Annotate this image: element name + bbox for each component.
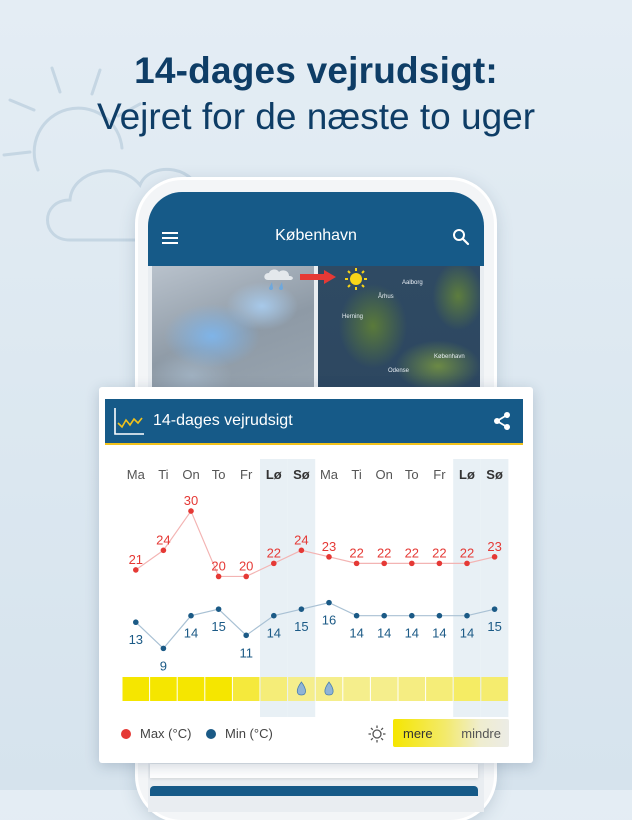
map-comparison (152, 266, 480, 406)
map-label: København (434, 354, 465, 360)
min-temp-point (409, 613, 415, 619)
map-label: Herning (342, 314, 364, 320)
scale-less-label: mindre (461, 726, 501, 741)
card-title: 14-dages vejrudsigt (153, 412, 293, 429)
max-temp-point (437, 561, 443, 567)
max-legend-label: Max (°C) (140, 726, 192, 741)
max-temp-label: 20 (211, 558, 226, 574)
day-label: Ti (351, 467, 362, 482)
day-label: Lø (459, 467, 475, 482)
min-temp-label: 11 (239, 645, 253, 661)
max-temp-point (133, 567, 139, 573)
max-temp-label: 22 (459, 545, 475, 561)
max-temp-point (216, 574, 222, 580)
min-temp-point (299, 606, 305, 612)
map-label: Århus (378, 294, 394, 300)
min-temp-point (464, 613, 470, 619)
sunshine-cell (426, 677, 453, 701)
day-label: Ti (158, 467, 169, 482)
app-bar (148, 192, 484, 266)
sunshine-cell (178, 677, 205, 701)
min-temp-label: 14 (376, 625, 392, 641)
min-temp-label: 15 (487, 619, 502, 635)
max-temp-label: 22 (349, 545, 364, 561)
max-temp-point (354, 561, 360, 567)
max-temp-label: 22 (404, 545, 420, 561)
min-temp-label: 14 (266, 625, 282, 641)
sunshine-cell (454, 677, 481, 701)
sunshine-cell (123, 677, 150, 701)
min-temp-label: 14 (459, 625, 475, 641)
day-label: On (182, 467, 200, 482)
max-temp-label: 30 (183, 493, 199, 509)
min-temp-label: 15 (294, 619, 309, 635)
day-label: Lø (265, 467, 282, 482)
sun-icon (342, 268, 370, 292)
day-label: Fr (240, 467, 253, 482)
max-temp-label: 24 (294, 532, 309, 548)
day-label: Sø (486, 467, 503, 482)
max-temp-point (409, 561, 415, 567)
next-card-header-peek (150, 786, 478, 796)
max-temp-point (492, 554, 498, 560)
sun-outline-icon (368, 725, 386, 743)
sunshine-cell (261, 677, 288, 701)
max-temp-label: 24 (156, 532, 171, 548)
day-label: Fr (433, 467, 446, 482)
rain-cloud-icon (260, 268, 302, 290)
max-temp-point (326, 554, 332, 560)
max-temp-point (381, 561, 387, 567)
sunshine-cell (150, 677, 177, 701)
search-icon[interactable] (452, 228, 470, 246)
max-temp-point (464, 561, 470, 567)
max-temp-point (188, 508, 194, 514)
max-temp-label: 22 (376, 545, 392, 561)
map-label: Aalborg (402, 280, 423, 286)
min-temp-point (161, 646, 167, 652)
sunshine-scale (393, 719, 509, 747)
min-temp-point (133, 619, 139, 625)
min-temp-point (243, 633, 249, 639)
min-temp-point (437, 613, 443, 619)
day-label: Ma (319, 467, 339, 482)
min-temp-label: 14 (404, 625, 420, 641)
min-temp-point (354, 613, 360, 619)
min-temp-label: 9 (159, 658, 168, 674)
day-label: To (404, 467, 419, 482)
headline-subtitle: Vejret for de næste to uger (96, 96, 536, 137)
min-temp-point (326, 600, 332, 606)
sunshine-cell (371, 677, 398, 701)
map-label: Odense (388, 368, 410, 374)
max-temp-label: 22 (432, 545, 447, 561)
forecast-chart (99, 387, 533, 717)
max-temp-point (161, 548, 167, 554)
scale-more-label: mere (403, 726, 433, 741)
forecast-card (99, 387, 533, 763)
headline (0, 48, 632, 140)
max-temp-label: 22 (266, 545, 282, 561)
max-temp-point (271, 561, 277, 567)
min-temp-point (188, 613, 194, 619)
chart-legend (99, 721, 533, 751)
min-temp-point (216, 606, 222, 612)
headline-title: 14-dages vejrudsigt: (134, 50, 498, 91)
max-temp-point (243, 574, 249, 580)
max-temp-label: 23 (321, 538, 337, 554)
min-temp-point (492, 606, 498, 612)
max-temp-label: 20 (238, 558, 254, 574)
sunshine-cell (481, 677, 508, 701)
sunshine-cell (205, 677, 232, 701)
max-temp-label: 23 (487, 538, 502, 554)
max-temp-point (299, 548, 305, 554)
min-temp-label: 13 (128, 632, 144, 648)
min-legend-dot (206, 729, 216, 739)
min-legend-label: Min (°C) (225, 726, 273, 741)
city-title: København (275, 227, 357, 244)
min-temp-label: 14 (349, 625, 364, 641)
day-label: To (211, 467, 226, 482)
min-temp-label: 14 (432, 625, 447, 641)
min-temp-label: 15 (211, 619, 226, 635)
day-label: Ma (126, 467, 145, 482)
day-label: On (375, 467, 393, 482)
max-legend-dot (121, 729, 131, 739)
day-label: Sø (293, 467, 310, 482)
min-temp-label: 16 (321, 612, 337, 628)
sunshine-cell (233, 677, 260, 701)
max-temp-label: 21 (128, 551, 144, 567)
sunshine-cell (399, 677, 426, 701)
min-temp-label: 14 (183, 625, 199, 641)
next-card-peek (150, 764, 478, 778)
sunshine-cell (343, 677, 370, 701)
min-temp-point (381, 613, 387, 619)
min-temp-point (271, 613, 277, 619)
arrow-right-icon (300, 270, 336, 284)
